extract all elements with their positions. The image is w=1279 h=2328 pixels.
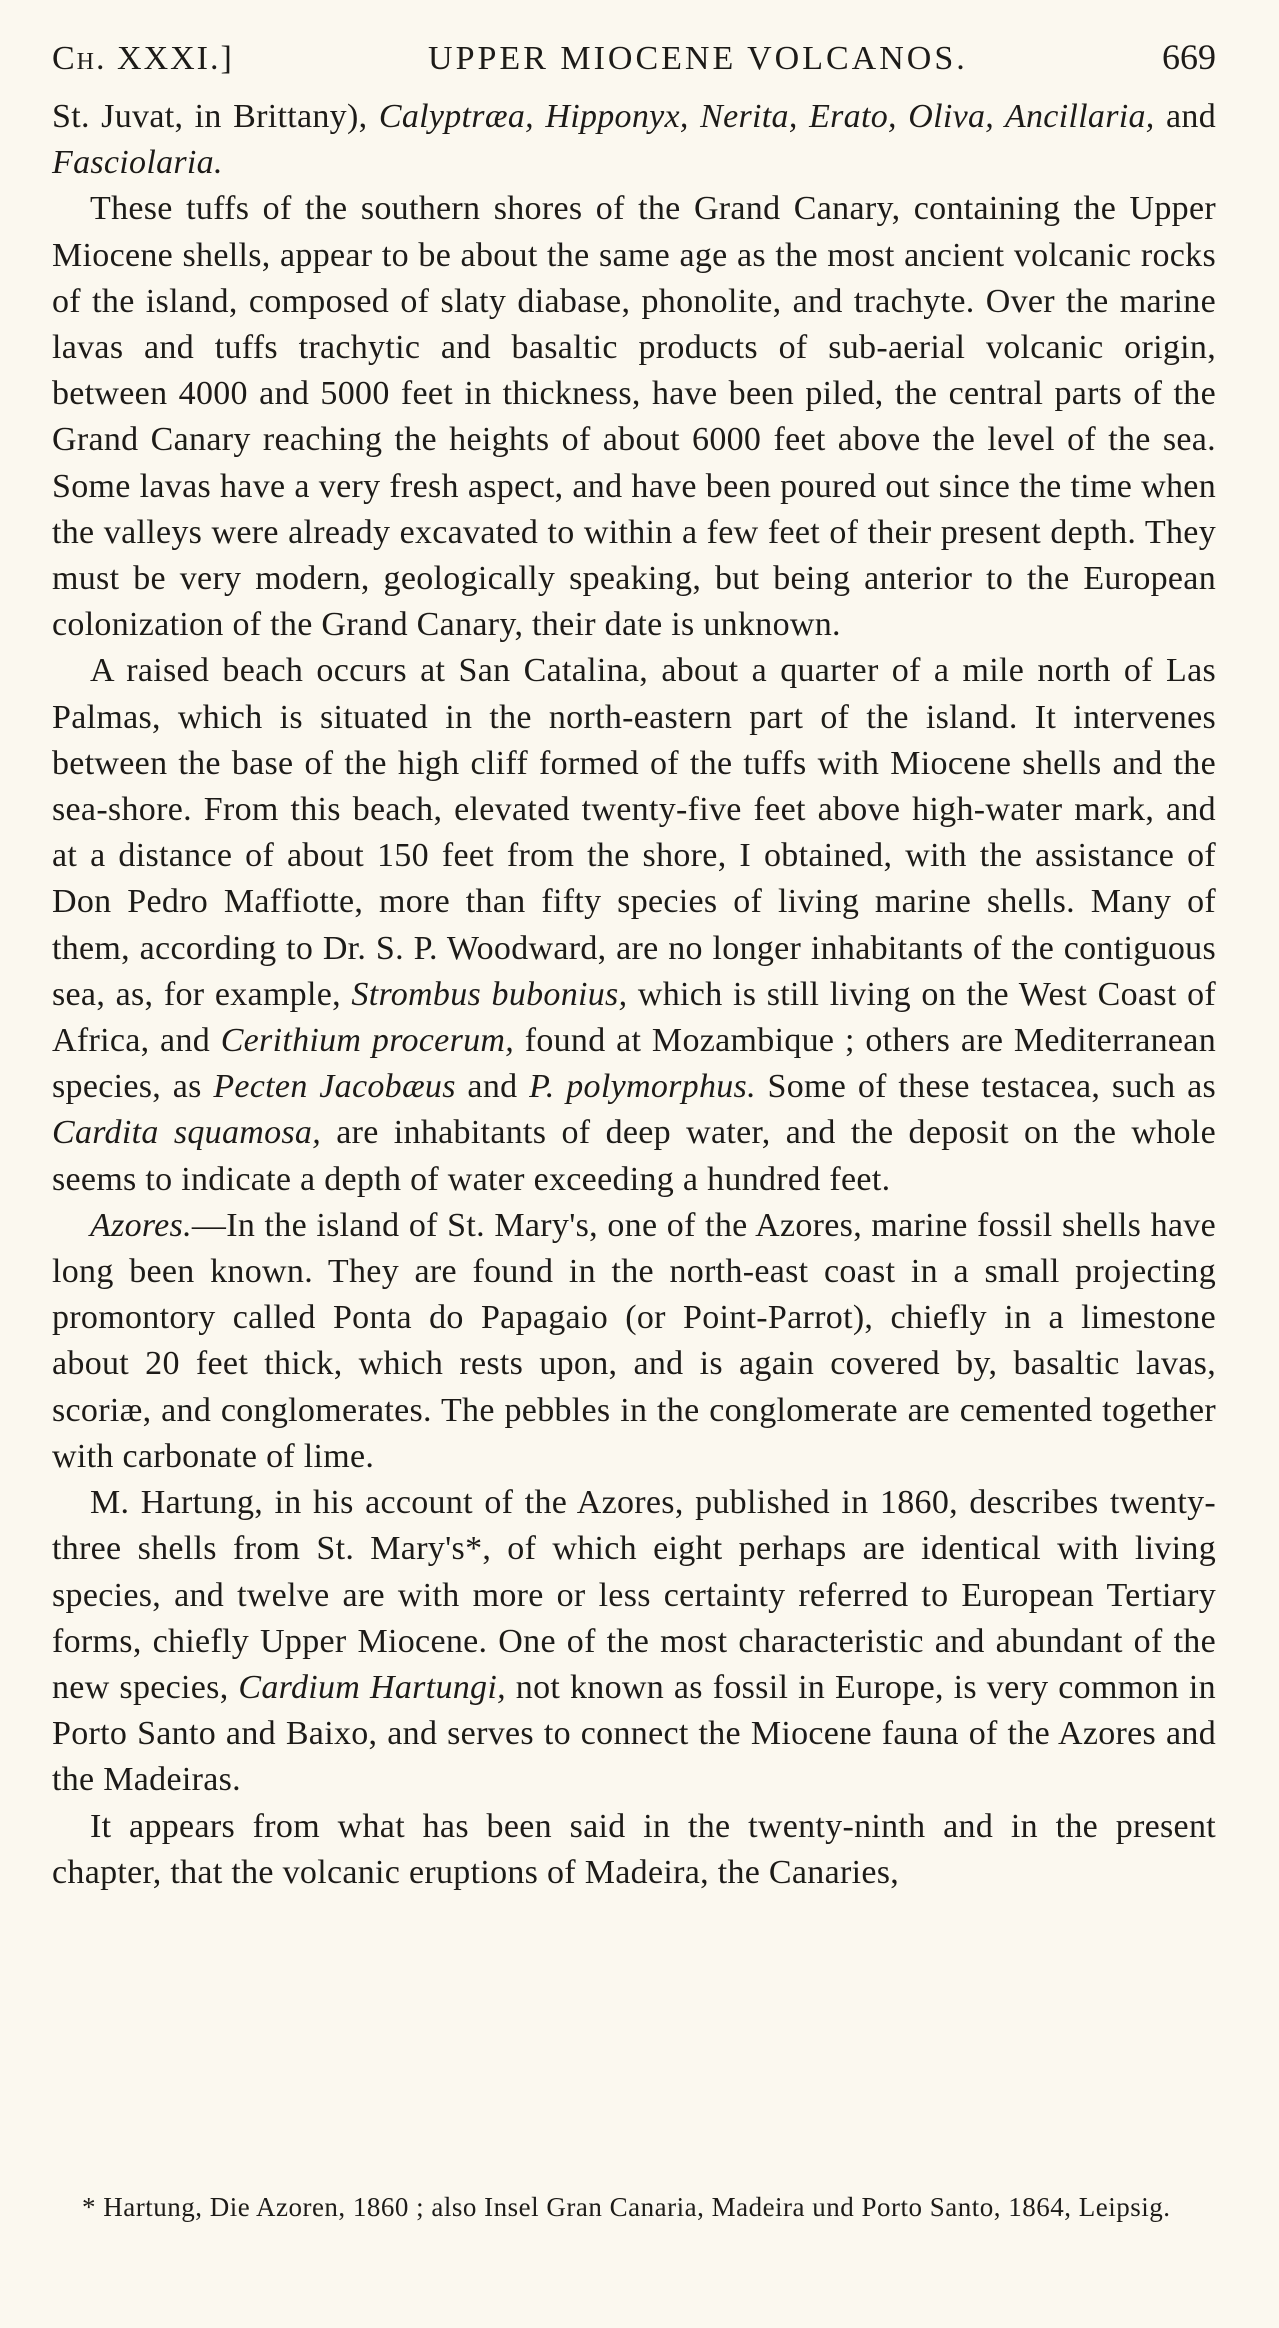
text-run: and xyxy=(455,1068,530,1106)
text-run: St. Juvat, in Brittany), xyxy=(52,98,379,135)
page-number: 669 xyxy=(1161,37,1216,77)
italic-run: Fasciolaria. xyxy=(52,144,223,182)
body-text xyxy=(52,94,1216,1896)
paragraph xyxy=(52,94,1216,186)
chapter-label: Ch. XXXI.] xyxy=(52,40,234,77)
text-run: M. Hartung, in his account of the Azores, published in 1860, describes twenty-three shells from St. Mary's*, of which eight perhaps are identical with living species, and twelve are with more or less certainty referred to European Tertiary forms, chiefly Upper Miocene. One of the most characteristic and abundant of the new species, xyxy=(52,1484,1216,1706)
italic-run: Azores. xyxy=(90,1206,192,1244)
italic-run: Calyptræa, Hipponyx, Nerita, Erato, Oliva, Ancillaria, xyxy=(378,98,1155,135)
book-page xyxy=(52,36,1216,1896)
text-run: and xyxy=(1154,98,1216,135)
running-title: UPPER MIOCENE VOLCANOS. xyxy=(428,40,968,77)
italic-run: Cardita squamosa, xyxy=(52,1114,322,1152)
text-run: These tuffs of the southern shores of the Grand Canary, containing the Upper Miocene shells, appear to be about the same age as the most ancient volcanic rocks of the island, composed of slaty diabase, phonolite, and trachyte. Over the marine lavas and tuffs trachytic and basaltic products of sub-aerial volcanic origin, between 4000 and 5000 feet in thickness, have been piled, the central parts of the Grand Canary reaching the heights of about 6000 feet above the level of the sea. Some lavas have a very fresh aspect, and have been poured out since the time when the valleys were already excavated to within a few feet of their present depth. They must be very modern, geologically speaking, but being anterior to the European colonization of the Grand Canary, their date is unknown. xyxy=(52,190,1216,644)
text-run: found at Mozambique ; others are Mediterranean species, as xyxy=(52,1022,1217,1106)
footnote-text: * Hartung, Die Azoren, 1860 ; also Insel Gran Canaria, Madeira und Porto Santo, 1864, Leipsig. xyxy=(82,2192,1171,2222)
text-run: It appears from what has been said in the twenty-ninth and in the present chapter, that the volcanic eruptions of Madeira, the Canaries, xyxy=(52,1807,1216,1891)
italic-run: Cerithium procerum, xyxy=(220,1022,515,1060)
paragraph xyxy=(52,648,1216,1202)
italic-run: Cardium Hartungi, xyxy=(238,1668,506,1706)
italic-run: Pecten Jacobæus xyxy=(213,1068,456,1106)
text-run: not known as fossil in Europe, is very common in Porto Santo and Baixo, and serves to connect the Miocene fauna of the Azores and the Madeiras. xyxy=(52,1668,1216,1799)
text-run: A raised beach occurs at San Catalina, about a quarter of a mile north of Las Palmas, which is situated in the north-eastern part of the island. It intervenes between the base of the high cliff formed of the tuffs with Miocene shells and the sea-shore. From this beach, elevated twenty-five feet above high-water mark, and at a distance of about 150 feet from the shore, I obtained, with the assistance of Don Pedro Maffiotte, more than fifty species of living marine shells. Many of them, according to Dr. S. P. Woodward, are no longer inhabitants of the contiguous sea, as, for example, xyxy=(52,652,1216,1013)
italic-run: Strombus bubonius, xyxy=(351,975,628,1013)
running-head xyxy=(52,36,1216,86)
italic-run: P. polymorphus. xyxy=(529,1068,756,1106)
footnote xyxy=(52,2187,1216,2227)
paragraph xyxy=(52,186,1216,648)
text-run: —In the island of St. Mary's, one of the Azores, marine fossil shells have long been known. They are found in the north-east coast in a small projecting promontory called Ponta do Papagaio (or Point-Parrot), chiefly in a limestone about 20 feet thick, which rests upon, and is again covered by, basaltic lavas, scoriæ, and conglomerates. The pebbles in the conglomerate are cemented together with carbonate of lime. xyxy=(52,1206,1216,1475)
paragraph xyxy=(52,1804,1216,1896)
text-run: which is still living on the West Coast of Africa, and xyxy=(52,975,1216,1060)
paragraph xyxy=(52,1480,1216,1803)
text-run: Some of these testacea, such as xyxy=(755,1068,1216,1106)
paragraph xyxy=(52,1203,1216,1480)
text-run: are inhabitants of deep water, and the deposit on the whole seems to indicate a depth of water exceeding a hundred feet. xyxy=(52,1114,1216,1198)
